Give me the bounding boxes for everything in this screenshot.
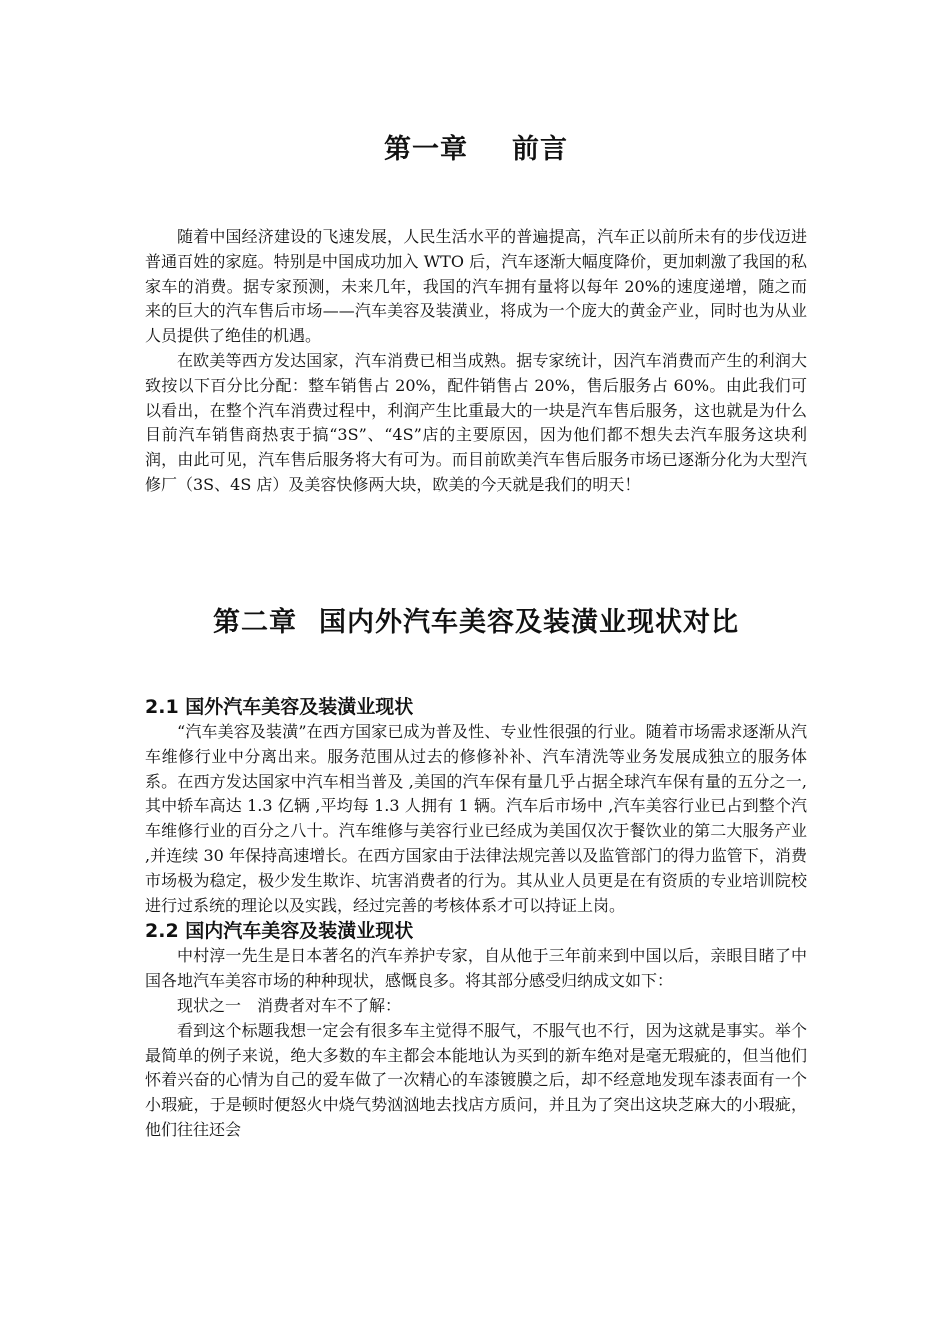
chapter-2-body [145,694,807,1143]
chapter-1-title [145,133,807,167]
section-2-2-heading: 2.2 国内汽车美容及装潢业现状 [145,920,414,943]
chapter-1-body [145,225,807,498]
section-2-1-heading: 2.1 国外汽车美容及装潢业现状 [145,696,414,718]
paragraph: 看到这个标题我想一定会有很多车主觉得不服气，不服气也不行，因为这就是事实。举个最简单的例子来说，绝大多数的车主都会本能地认为买到的新车绝对是毫无瑕疵的，但当他们怀着兴奋的心情为自己的爱车做了一次精心的车漆镀膜之后，却不经意地发现车漆表面有一个小瑕疵，于是顿时便怒火中烧气势汹汹地去找店方质问，并且为了突出这块芝麻大的小瑕疵，他们往往还会 [145,1020,807,1139]
paragraph: 中村淳一先生是日本著名的汽车养护专家，自从他于三年前来到中国以后，亲眼目睹了中国各地汽车美容市场的种种现状，感慨良多。将其部分感受归纳成文如下： [145,946,807,991]
chapter-2-number: 第二章 [213,607,297,638]
chapter-1-number: 第一章 [384,134,468,165]
chapter-2-name: 国内外汽车美容及装潢业现状对比 [319,607,739,638]
chapter-1-name: 前言 [512,134,568,165]
paragraph: 在欧美等西方发达国家，汽车消费已相当成熟。据专家统计，因汽车消费而产生的利润大致按以下百分比分配：整车销售占 20%，配件销售占 20%，售后服务占 60%。由此我们可以看出，在整个汽车消费过程中，利润产生比重最大的一块是汽车售后服务，这也就是为什么目前汽车销售商热衷于搞“3S”、“4S”店的主要原因，因为他们都不想失去汽车服务这块利润，由此可见，汽车售后服务将大有可为。而目前欧美汽车售后服务市场已逐渐分化为大型汽修厂（3S、4S 店）及美容快修两大块，欧美的今天就是我们的明天！ [145,350,807,494]
paragraph: 随着中国经济建设的飞速发展，人民生活水平的普遍提高，汽车正以前所未有的步伐迈进普通百姓的家庭。特别是中国成功加入 WTO 后，汽车逐渐大幅度降价，更加刺激了我国的私家车的消费。据专家预测，未来几年，我国的汽车拥有量将以每年 20%的速度递增，随之而来的巨大的汽车售后市场——汽车美容及装潢业，将成为一个庞大的黄金产业，同时也为从业人员提供了绝佳的机遇。 [145,227,807,346]
chapter-2-title [145,606,807,640]
paragraph: 现状之一 消费者对车不了解： [177,995,402,1015]
paragraph: “汽车美容及装潢”在西方国家已成为普及性、专业性很强的行业。随着市场需求逐渐从汽车维修行业中分离出来。服务范围从过去的修修补补、汽车清洗等业务发展成独立的服务体系。在西方发达国家中汽车相当普及 ,美国的汽车保有量几乎占据全球汽车保有量的五分之一,其中轿车高达 1.3 亿辆 ,平均每 1.3 人拥有 1 辆。汽车后市场中 ,汽车美容行业已占到整个汽车维修行业的百分之八十。汽车维修与美容行业已经成为美国仅次于餐饮业的第二大服务产业 ,并连续 30 年保持高速增长。在西方国家由于法律法规完善以及监管部门的得力监管下，消费市场极为稳定，极少发生欺诈、坑害消费者的行为。其从业人员更是在有资质的专业培训院校进行过系统的理论以及实践，经过完善的考核体系才可以持证上岗。 [145,722,807,915]
